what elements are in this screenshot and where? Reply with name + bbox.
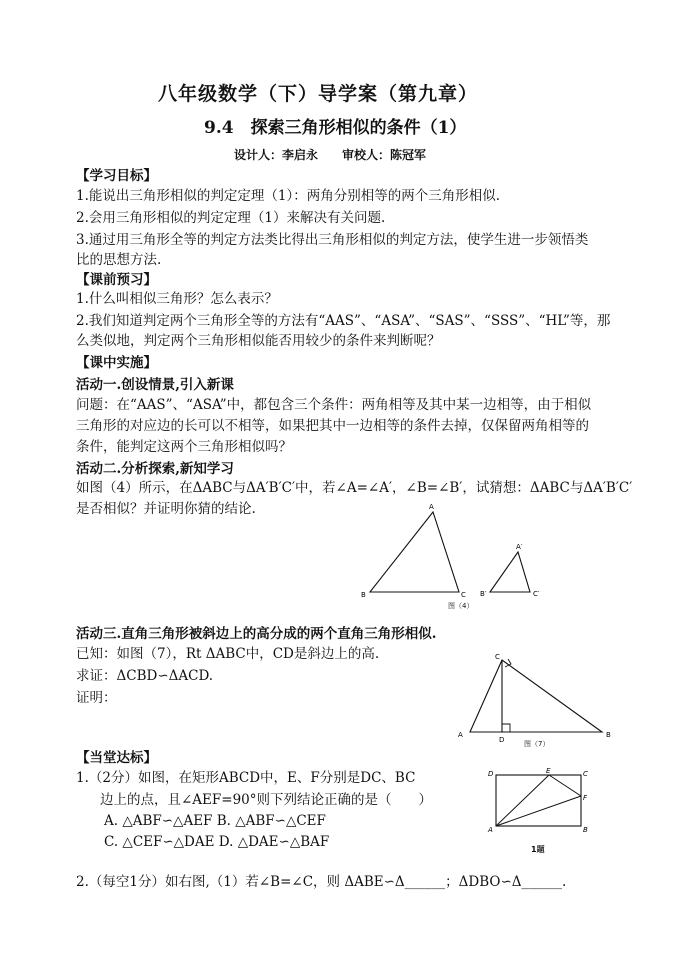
activity2-line-2: 是否相似？并证明你猜的结论. [76,501,256,517]
q1-rectangle-figure [484,766,594,838]
label-C: C [583,770,588,778]
segment-af [496,796,581,826]
activity1-line-1: 问题：在“AAS”、“ASA”中，都包含三个条件：两角相等及其中某一边相等，由于相似 [76,397,592,413]
goal-line-3: 3.通过用三角形全等的判定方法类比得出三角形相似的判定方法，使学生进一步领悟类 [76,232,589,248]
label-B: B [583,826,588,834]
figure-7-right-triangle [452,648,622,750]
activity1-line-3: 条件，能判定这两个三角形相似吗？ [76,439,292,455]
q1-figure-caption: 1题 [531,845,545,854]
activity3-proof: 证明： [76,690,117,706]
goal-line-1: 1.能说出三角形相似的判定定理（1）：两角分别相等的两个三角形相似. [76,188,501,204]
figure-4-caption: 图（4） [448,602,474,610]
activity2-title: 活动二.分析探索,新知学习 [76,461,234,477]
figure-4-small-triangle [478,540,558,615]
activity3-title: 活动三.直角三角形被斜边上的高分成的两个直角三角形相似. [76,626,437,642]
q2-text: 2.（每空1分）如右图,（1）若∠B=∠C，则 ΔABE∽Δ______；ΔDBO∽Δ______. [76,874,567,890]
goal-line-2: 2.会用三角形相似的判定定理（1）来解决有关问题. [76,210,386,226]
triangle-abc [370,512,459,592]
right-angle-mark-d [502,724,510,732]
label-C: C [461,591,466,599]
label-A: A [488,826,493,834]
triangle-a2b2c2 [490,552,530,592]
q1-options-2: C. △CEF∽△DAE D. △DAE∽△BAF [104,834,330,850]
activity1-title: 活动一.创设情景,引入新课 [76,377,234,393]
label-D: D [488,770,494,778]
activity2-line-1: 如图（4）所示，在ΔABC与ΔA′B′C′中，若∠A=∠A′，∠B=∠B′，试猜想：ΔABC与ΔA′B′C′ [76,480,633,496]
inclass-heading: 【课中实施】 [76,355,157,371]
label-D: D [499,736,505,744]
q1-line-1: 1.（2分）如图，在矩形ABCD中，E、F分别是DC、BC [76,770,416,786]
label-B: B [606,731,611,739]
segment-ef [549,775,581,796]
q1-options-1: A. △ABF∽△AEF B. △ABF∽△CEF [104,813,326,829]
label-B: B [361,591,366,599]
goals-heading: 【学习目标】 [76,168,157,184]
activity1-line-2: 三角形的对应边的长可以不相等，如果把其中一边相等的条件去掉，仅保留两角相等的 [76,418,589,434]
preview-line-1: 1.什么叫相似三角形？怎么表示？ [76,291,278,307]
figure-7-caption: 图（7） [524,740,550,748]
label-F: F [583,794,588,802]
page-title: 八年级数学（下）导学案（第九章） [158,83,479,105]
triangle-abc-right [470,660,602,732]
q1-line-2: 边上的点，且∠AEF=90°则下列结论正确的是（ ） [100,792,433,808]
label-A-prime: A′ [516,543,523,551]
activity3-prove: 求证：ΔCBD∽ΔACD. [76,668,214,684]
label-E: E [546,767,551,775]
label-C-prime: C′ [533,590,540,598]
goal-line-4: 比的思想方法. [76,252,162,268]
preview-line-2: 2.我们知道判定两个三角形全等的方法有“AAS”、“ASA”、“SAS”、“SSS”、“HL”等，那 [76,313,611,329]
section-subtitle: 9.4 探索三角形相似的条件（1） [204,118,467,138]
segment-ae [496,775,549,826]
preview-line-3: 么类似地，判定两个三角形相似能否用较少的条件来判断呢？ [76,333,441,349]
activity3-given: 已知：如图（7），Rt ΔABC中，CD是斜边上的高. [76,646,380,662]
label-A: A [429,503,434,511]
practice-heading: 【当堂达标】 [76,750,157,766]
authors-line: 设计人：李启永 审校人：陈冠军 [234,148,427,162]
label-A: A [458,731,463,739]
label-C: C [495,653,500,661]
figure-4-triangles [358,500,478,615]
label-B-prime: B′ [480,590,487,598]
preview-heading: 【课前预习】 [76,272,157,288]
